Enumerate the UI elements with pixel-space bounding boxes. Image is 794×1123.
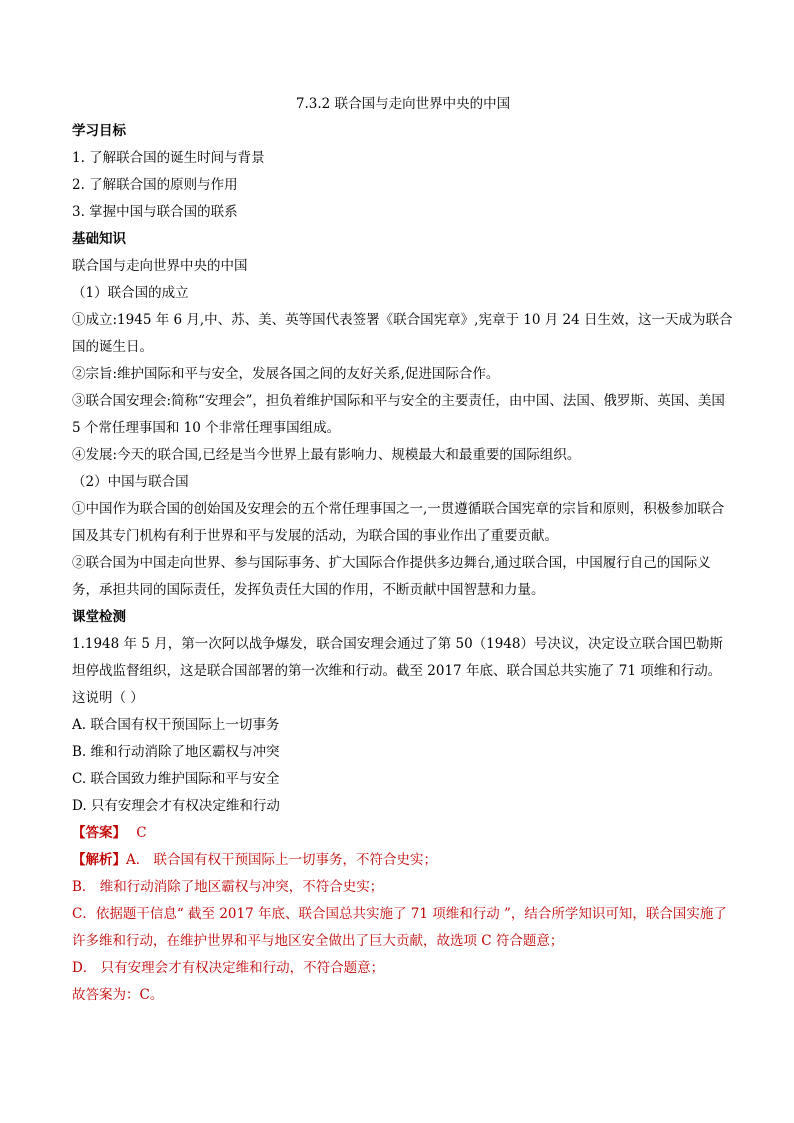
basic-subtitle: 联合国与走向世界中央的中国 bbox=[72, 258, 248, 274]
quiz-option-a: A. 联合国有权干预国际上一切事务 bbox=[72, 717, 280, 733]
quiz-option-d: D. 只有安理会才有权决定维和行动 bbox=[72, 798, 280, 814]
answer-row bbox=[72, 820, 734, 847]
analysis-label: 【解析】 bbox=[72, 852, 126, 868]
quiz-option-b: B. 维和行动消除了地区霸权与冲突 bbox=[72, 744, 280, 760]
quiz-question: 1.1948 年 5 月，第一次阿以战争爆发，联合国安理会通过了第 50（1948）号决议，决定设立联合国巴勒斯坦停战监督组织，这是联合国部署的第一次维和行动。截至 2017 年底、联合国总共实施了 71 项维和行动。这说明（ ） bbox=[72, 636, 724, 706]
page-title: 7.3.2 联合国与走向世界中央的中国 bbox=[295, 96, 511, 112]
quiz-option-c: C. 联合国致力维护国际和平与安全 bbox=[72, 771, 280, 787]
answer-label: 【答案】 bbox=[72, 825, 126, 841]
analysis-line: A． 联合国有权干预国际上一切事务，不符合史实； bbox=[126, 852, 438, 868]
part2-item: ①中国作为联合国的创始国及安理会的五个常任理事国之一,一贯遵循联合国宪章的宗旨和原则，积极参加联合国及其专门机构有利于世界和平与发展的活动，为联合国的事业作出了重要贡献。 bbox=[72, 501, 725, 544]
goal-item: 2. 了解联合国的原则与作用 bbox=[72, 177, 238, 193]
goal-item: 1. 了解联合国的诞生时间与背景 bbox=[72, 150, 265, 166]
part2-title: （2）中国与联合国 bbox=[72, 474, 189, 490]
goal-item: 3. 掌握中国与联合国的联系 bbox=[72, 204, 238, 220]
part1-item: ②宗旨:维护国际和平与安全，发展各国之间的友好关系,促进国际合作。 bbox=[72, 366, 500, 382]
document-page bbox=[72, 92, 734, 1009]
analysis-line: C．依据题干信息“ 截至 2017 年底、联合国总共实施了 71 项维和行动 ”，结合所学知识可知，联合国实施了许多维和行动，在维护世界和平与地区安全做出了巨大贡献，故选项 C 符合题意； bbox=[72, 906, 727, 949]
part1-item: ④发展:今天的联合国,已经是当今世界上最有影响力、规模最大和最重要的国际组织。 bbox=[72, 447, 581, 463]
analysis-line: B． 维和行动消除了地区霸权与冲突，不符合史实； bbox=[72, 879, 384, 895]
analysis-line: D． 只有安理会才有权决定维和行动，不符合题意； bbox=[72, 960, 385, 976]
part1-item: ③联合国安理会:简称“安理会”，担负着维护国际和平与安全的主要责任，由中国、法国、俄罗斯、英国、美国 5 个常任理事国和 10 个非常任理事国组成。 bbox=[72, 393, 725, 436]
analysis-row bbox=[72, 847, 734, 874]
quiz-heading: 课堂检测 bbox=[72, 609, 126, 625]
analysis-line: 故答案为：C。 bbox=[72, 987, 164, 1003]
basic-heading: 基础知识 bbox=[72, 231, 126, 247]
part1-title: （1）联合国的成立 bbox=[72, 285, 189, 301]
goals-heading: 学习目标 bbox=[72, 123, 126, 139]
part1-item: ①成立:1945 年 6 月,中、苏、美、英等国代表签署《联合国宪章》,宪章于 10 月 24 日生效，这一天成为联合国的诞生日。 bbox=[72, 312, 733, 355]
answer-value: C bbox=[136, 825, 147, 841]
part2-item: ②联合国为中国走向世界、参与国际事务、扩大国际合作提供多边舞台,通过联合国，中国履行自己的国际义务，承担共同的国际责任，发挥负责任大国的作用，不断贡献中国智慧和力量。 bbox=[72, 555, 711, 598]
